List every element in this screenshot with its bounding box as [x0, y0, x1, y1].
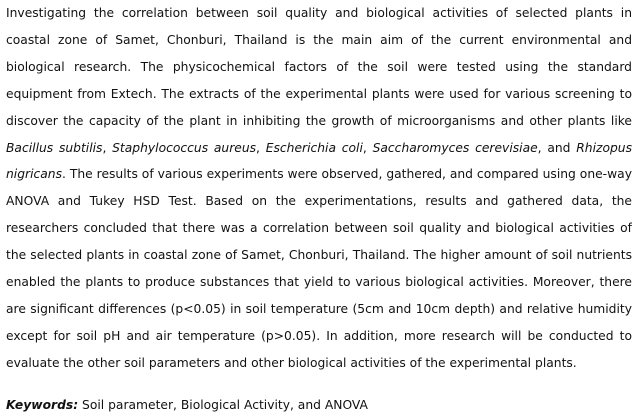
- document-page: [6, 0, 632, 418]
- keywords-label: Keywords:: [6, 398, 79, 412]
- species-name: Bacillus subtilis: [6, 140, 103, 155]
- keywords-text: Soil parameter, Biological Activity, and ANOVA: [78, 398, 368, 412]
- abstract-text: , and: [537, 140, 577, 155]
- abstract-text: ,: [102, 140, 113, 155]
- abstract-text: . The results of various experiments were observed, gathered, and compared using one-way ANOVA and Tukey HSD Test. Based on the experimentations, results and gathered data, the researchers concluded that there was a correlation between soil quality and biological activities of the selected plants in coastal zone of Samet, Chonburi, Thailand. The higher amount of soil nutrients enabled the plants to produce substances that yield to various biological activities. Moreover, there are significant differences (p<0.05) in soil temperature (5cm and 10cm depth) and relative humidity except for soil pH and air temperature (p>0.05). In addition, more research will be conducted to evaluate the other soil parameters and other biological activities of the experimental plants.: [6, 167, 632, 370]
- abstract-paragraph: [6, 0, 632, 377]
- species-name: Escherichia coli: [265, 140, 363, 155]
- abstract-text: ,: [362, 140, 373, 155]
- keywords-line: [6, 392, 368, 418]
- abstract-text: ,: [256, 140, 266, 155]
- species-name: Saccharomyces cerevisiae: [372, 140, 538, 155]
- abstract-text: Investigating the correlation between soil quality and biological activities of selected plants in coastal zone of Samet, Chonburi, Thailand is the main aim of the current environmental and biological research. The physicochemical factors of the soil were tested using the standard equipment from Extech. The extracts of the experimental plants were used for various screening to discover the capacity of the plant in inhibiting the growth of microorganisms and other plants like: [6, 6, 632, 128]
- species-name: Staphylococcus aureus: [112, 140, 257, 155]
- species-name: Rhizopus nigricans: [6, 140, 632, 182]
